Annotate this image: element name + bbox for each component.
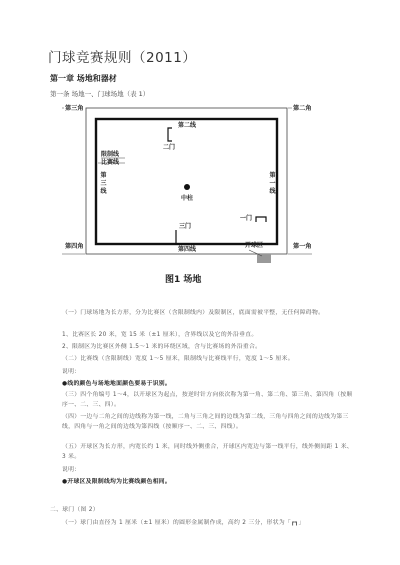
line-4-label: 第四线 [178, 246, 197, 253]
restrict-line-border [86, 108, 287, 254]
corner-4-label: 第四角 [65, 243, 84, 250]
gate-2-label: 二门 [163, 144, 176, 151]
paragraph-13: （一）球门由直径为 1 厘米（±1 厘米）的圆形金属制作成，高约 2 三分，形状为「┏┓」 [62, 520, 305, 526]
section-line: 第一条 场地一、门球场地（表 1） [50, 90, 150, 98]
paragraph-4: （二）比赛线（含限制线）宽度 1～5 厘米，限制线与比赛线平行，宽度 1～5 厘米。 [62, 356, 294, 362]
line-2-label: 第二线 [178, 122, 197, 129]
match-line-label: 比赛线 [101, 159, 120, 166]
paragraph-12: 二、球门（图 2） [50, 507, 99, 513]
corner-3-label: 第三角 [65, 105, 84, 112]
paragraph-6: ●线的颜色与场地地面颜色要易于识别。 [62, 381, 172, 387]
paragraph-2: 1、比赛区长 20 米，宽 15 米（±1 厘米），含界线以及它的外沿垂直。 [62, 332, 258, 338]
gate-1-label: 一门 [240, 215, 253, 222]
page-title: 门球竞赛规则（2011） [48, 50, 197, 66]
corner-2-label: 第二角 [293, 105, 312, 112]
gate2-marker [168, 128, 172, 141]
line-3-label: 第三线 [100, 172, 107, 195]
paragraph-9: （五）开球区为长方形，内宽长约 1 米，同时线外侧重合，开球区内宽边与第一线平行，线外侧间距 1 米、3 米。 [62, 444, 353, 460]
paragraph-8: （四）一边与二角之间的边线称为第一线，二角与三角之间的边线为第二线，三角与四角之间的边线为第三线，四角与一角之间的边线为第四线（按顺序一、二、三、四线）。 [62, 414, 349, 430]
start-area-label: 开球区 [245, 242, 264, 249]
center-pole-dot [184, 184, 190, 190]
paragraph-10: 说明： [62, 467, 81, 473]
gate-3-label: 三门 [179, 223, 192, 230]
start-area-box [257, 254, 271, 263]
paragraph-5: 说明： [62, 369, 81, 375]
gate3-marker [176, 230, 181, 244]
figure-caption: 图1 场地 [165, 275, 202, 285]
paragraph-7: （三）四个角编号 1～4，以开球区为起点，按逆时针方向依次称为第一角、第二角、第三角、第四角（按顺序一、二、三、四）。 [62, 392, 353, 408]
paragraph-3: 2、限制区为比赛区外侧 1.5～1 米的环绕区域，含与比赛场的外沿重合。 [62, 344, 262, 350]
gate1-marker [256, 217, 266, 222]
paragraph-1: （一）门球场地为长方形，分为比赛区（含限制线内）及限制区，底面需被平整，无任何障碍物。 [62, 310, 325, 316]
chapter-heading: 第一章 场地和器材 [50, 74, 117, 83]
paragraph-11: ●开球区及限制线均为比赛线颜色相同。 [62, 479, 172, 485]
line-1-label: 第一线 [269, 172, 276, 195]
restrict-line-label: 限制线 [101, 151, 120, 158]
center-pole-label: 中柱 [181, 195, 194, 202]
corner-1-label: 第一角 [293, 243, 312, 250]
